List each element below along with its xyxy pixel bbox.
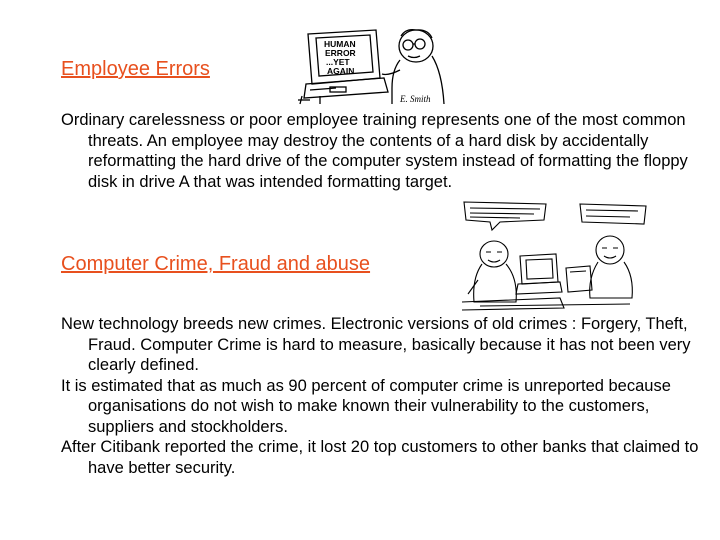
human-error-cartoon-icon bbox=[296, 26, 454, 106]
paragraph: It is estimated that as much as 90 percent of computer crime is unreported because organisations do not wish to make known their vulnerability to the customers, suppliers and stockholders. bbox=[61, 376, 671, 436]
paragraph: After Citibank reported the crime, it lost 20 top customers to other banks that claimed to have better security. bbox=[61, 438, 699, 477]
employee-errors-body bbox=[61, 110, 691, 192]
paragraph: Ordinary carelessness or poor employee training represents one of the most common threats. An employee may destroy the contents of a hard disk by accidentally reformatting the hard drive of the computer system instead of formatting the floppy disk in drive A that was intended formatting target. bbox=[61, 111, 688, 191]
screen-text-4: AGAIN bbox=[327, 66, 355, 76]
section-heading-computer-crime: Computer Crime, Fraud and abuse bbox=[61, 253, 371, 275]
computer-crime-body bbox=[61, 314, 701, 478]
paragraph: New technology breeds new crimes. Electronic versions of old crimes : Forgery, Theft, Fraud. Computer Crime is hard to measure, basically because it has not been very clearly defined. bbox=[61, 315, 691, 374]
section-heading-employee-errors: Employee Errors bbox=[61, 58, 210, 80]
screen-text-2: ERROR bbox=[325, 48, 356, 58]
computer-crime-cartoon-icon bbox=[460, 198, 652, 312]
cartoon-signature: E. Smith bbox=[400, 94, 431, 104]
screen-text-3: ...YET bbox=[326, 57, 350, 67]
screen-text-1: HUMAN bbox=[324, 39, 356, 49]
